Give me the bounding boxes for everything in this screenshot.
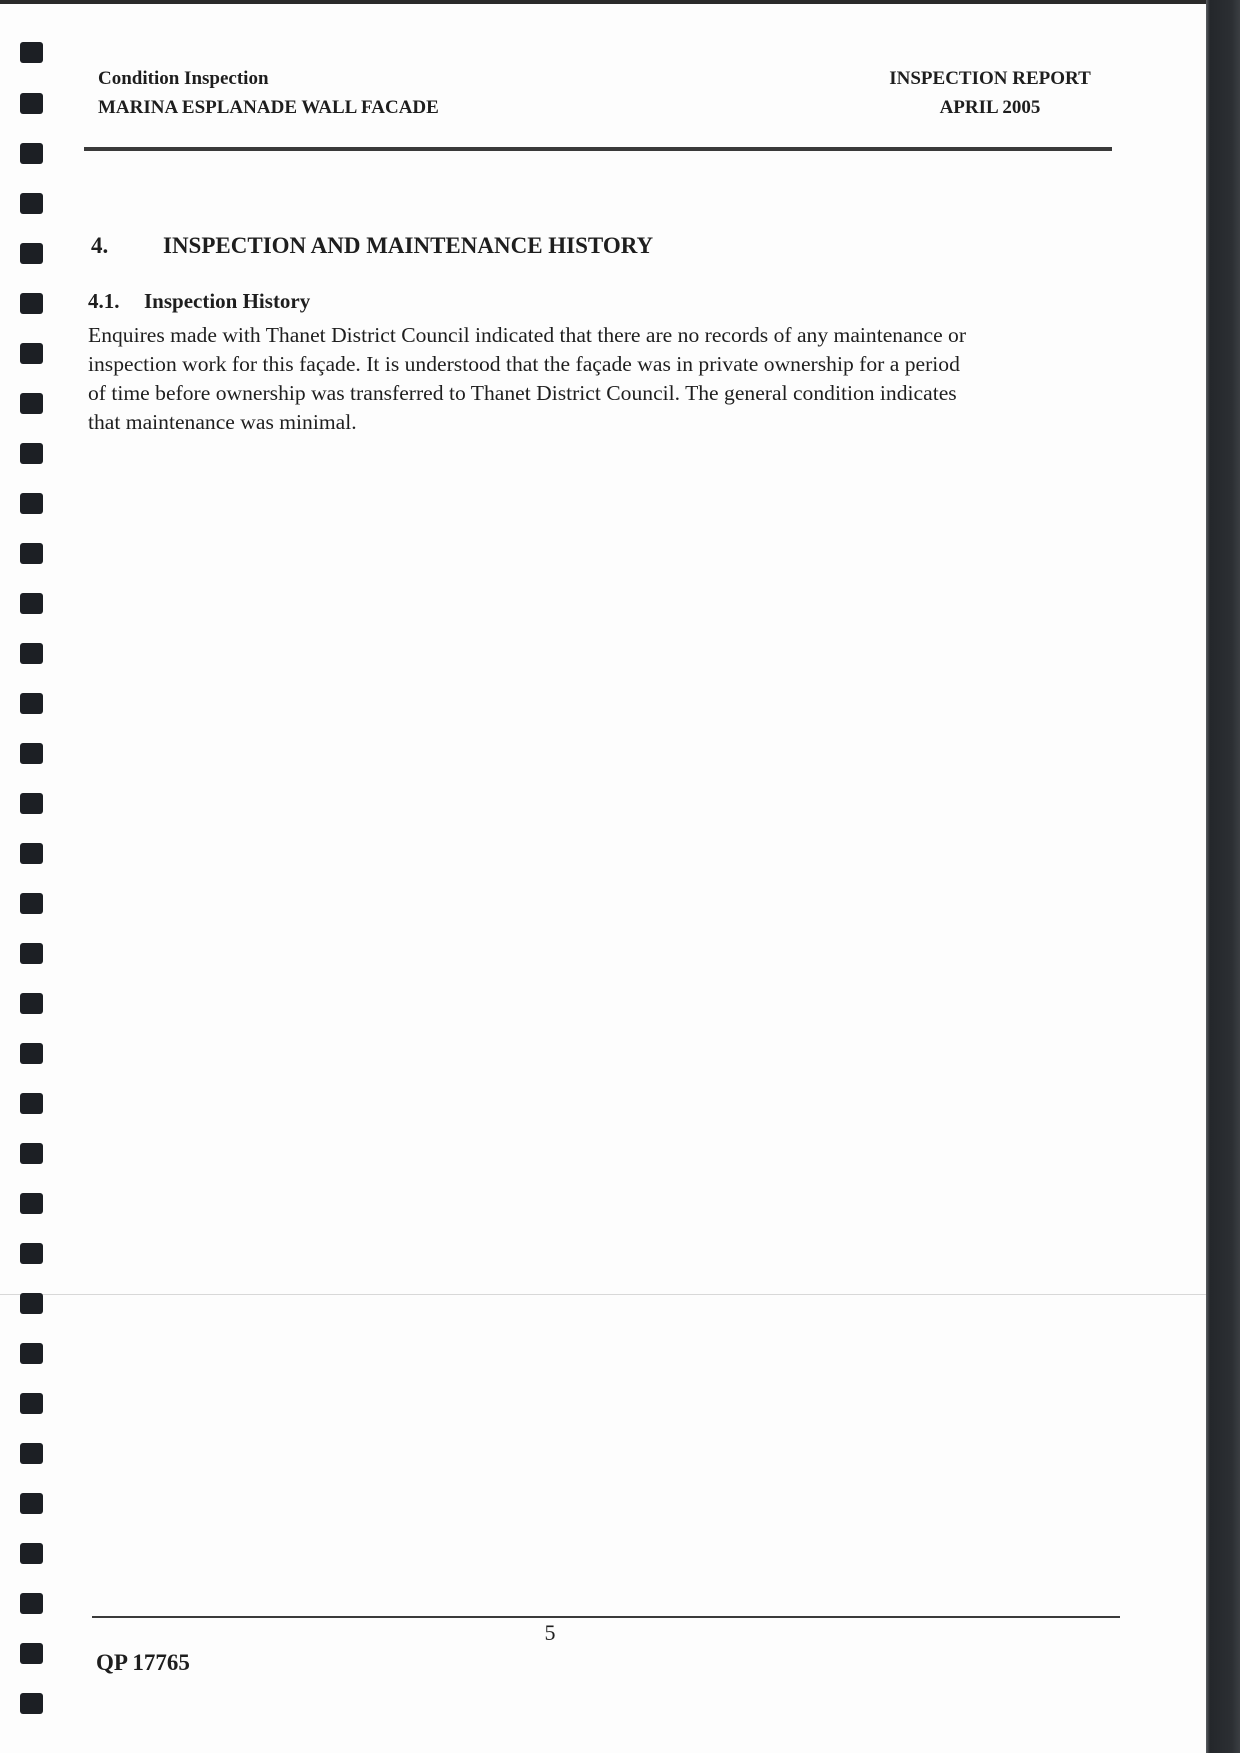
binding-hole — [20, 243, 43, 264]
binding-hole — [20, 42, 43, 63]
binding-hole — [20, 143, 43, 164]
header-report-date: APRIL 2005 — [939, 97, 1041, 118]
binding-hole — [20, 693, 43, 714]
binding-hole — [20, 1043, 43, 1064]
binding-hole — [20, 1643, 43, 1664]
binding-hole — [20, 93, 43, 114]
binding-hole — [20, 1293, 43, 1314]
section-number: 4. — [91, 233, 109, 258]
binding-hole — [20, 1593, 43, 1614]
scan-fold-line — [0, 1294, 1206, 1295]
binding-hole — [20, 1343, 43, 1364]
footer-divider — [92, 1616, 1120, 1618]
body-line: Enquires made with Thanet District Council indicated that there are no records of any maintenance or — [88, 323, 967, 347]
binding-hole — [20, 193, 43, 214]
binding-hole — [20, 943, 43, 964]
header-right — [870, 64, 1110, 122]
binding-hole — [20, 343, 43, 364]
binding-hole — [20, 643, 43, 664]
header-report-title: INSPECTION REPORT — [889, 68, 1091, 89]
header-divider — [84, 147, 1112, 151]
section-title: INSPECTION AND MAINTENANCE HISTORY — [163, 233, 654, 258]
binding-hole — [20, 1093, 43, 1114]
binding-hole — [20, 1393, 43, 1414]
body-line: that maintenance was minimal. — [88, 410, 357, 434]
page-number: 5 — [544, 1620, 556, 1645]
body-line: of time before ownership was transferred to Thanet District Council. The general condition indicates — [88, 381, 957, 405]
scan-right-edge — [1206, 0, 1240, 1753]
binding-hole — [20, 393, 43, 414]
binding-hole — [20, 993, 43, 1014]
body-line: inspection work for this façade. It is understood that the façade was in private ownership for a period — [88, 352, 960, 376]
binding-holes — [0, 0, 60, 1753]
header-left — [98, 64, 439, 122]
binding-hole — [20, 1193, 43, 1214]
header-document-subject: MARINA ESPLANADE WALL FACADE — [98, 97, 439, 118]
binding-hole — [20, 743, 43, 764]
binding-hole — [20, 1443, 43, 1464]
body-paragraph — [88, 321, 1118, 437]
binding-hole — [20, 543, 43, 564]
binding-hole — [20, 1143, 43, 1164]
binding-hole — [20, 893, 43, 914]
binding-hole — [20, 293, 43, 314]
binding-hole — [20, 493, 43, 514]
scan-top-edge — [0, 0, 1240, 4]
binding-hole — [20, 443, 43, 464]
header-document-type: Condition Inspection — [98, 68, 269, 89]
binding-hole — [20, 793, 43, 814]
binding-hole — [20, 843, 43, 864]
binding-hole — [20, 1243, 43, 1264]
subsection-number: 4.1. — [88, 289, 120, 313]
binding-hole — [20, 1493, 43, 1514]
subsection-title: Inspection History — [144, 289, 311, 313]
binding-hole — [20, 1693, 43, 1714]
binding-hole — [20, 593, 43, 614]
binding-hole — [20, 1543, 43, 1564]
document-reference: QP 17765 — [96, 1650, 190, 1675]
